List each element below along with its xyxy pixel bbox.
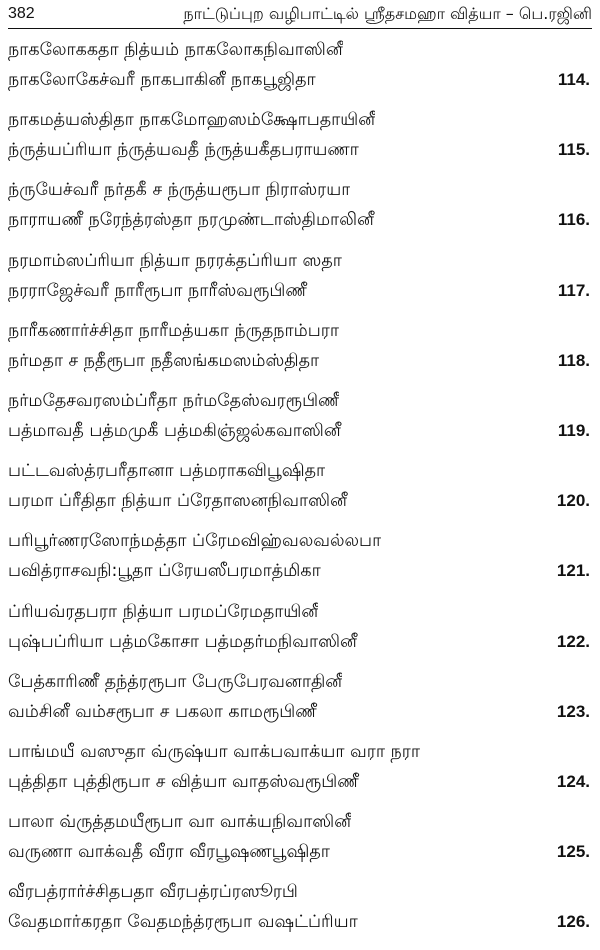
verse-123 (0, 670, 600, 740)
verse-line-1: ப்ரியவ்ரதபரா நித்யா பரமப்ரேமதாயினீ (8, 601, 319, 622)
verse-line-2: நரராஜேச்வரீ நாரீரூபா நாரீஸ்வரூபிணீ (8, 280, 307, 301)
verse-number: 118. (557, 350, 590, 370)
verse-120 (0, 459, 600, 529)
verse-number: 124. (556, 771, 590, 791)
verse-line-1: நாகமத்யஸ்திதா நாகமோஹஸம்க்ஷோபதாயினீ (8, 110, 376, 131)
verse-line-2: நாகலோகேச்வரீ நாகபாகினீ நாகபூஜிதா (8, 70, 316, 90)
verse-line-2: வருணா வாக்வதீ வீரா வீரபூஷணபூஷிதா (8, 842, 330, 863)
verse-line-1: நாரீகணார்ச்சிதா நாரீமத்யகா ந்ருதநாம்பரா (8, 320, 339, 341)
verse-number: 121. (556, 561, 590, 581)
verse-118 (0, 319, 600, 389)
running-title: நாட்டுப்புற வழிபாட்டில் ஸ்ரீதசமஹா வித்யா – பெ.ரஜினி (183, 4, 592, 23)
verse-number: 116. (557, 210, 590, 230)
verse-number: 114. (557, 70, 590, 89)
verse-114 (0, 38, 600, 108)
verse-line-2: ந்ருத்யப்ரியா ந்ருத்யவதீ ந்ருத்யகீதபராயணா (8, 140, 359, 161)
verse-line-1: நாகலோககதா நித்யம் நாகலோகநிவாஸினீ (8, 40, 343, 60)
verse-122 (0, 600, 600, 670)
running-header (8, 2, 592, 29)
verse-number: 123. (556, 701, 590, 721)
verse-line-1: ந்ருயேச்வரீ நர்தகீ ச ந்ருத்யரூபா நிராஸ்ரயா (8, 180, 351, 201)
verse-list (0, 38, 600, 950)
verse-number: 117. (557, 280, 590, 300)
verse-line-1: நரமாம்ஸப்ரியா நித்யா நரரக்தப்ரியா ஸதா (8, 250, 342, 271)
verse-line-2: பவித்ராசவநி:பூதா ப்ரேயஸீபரமாத்மிகா (8, 561, 321, 582)
verse-number: 126. (556, 912, 590, 932)
verse-line-1: பட்டவஸ்த்ரபரீதானா பத்மராகவிபூஷிதா (8, 461, 326, 482)
verse-126 (0, 880, 600, 950)
verse-line-2: நர்மதா ச நதீரூபா நதீஸங்கமஸம்ஸ்திதா (8, 350, 320, 371)
verse-line-1: வீரபத்ரார்ச்சிதபதா வீரபத்ரப்ரஸூரபி (8, 882, 298, 903)
verse-121 (0, 529, 600, 599)
verse-line-2: பத்மாவதீ பத்மமுகீ பத்மகிஞ்ஜல்கவாஸினீ (8, 420, 341, 441)
verse-number: 120. (556, 491, 590, 511)
verse-line-2: வம்சினீ வம்சரூபா ச பகலா காமரூபிணீ (8, 701, 317, 722)
verse-line-2: வேதமார்கரதா வேதமந்த்ரரூபா வஷட்ப்ரியா (8, 912, 358, 933)
verse-line-2: பரமா ப்ரீதிதா நித்யா ப்ரேதாஸனநிவாஸினீ (8, 491, 348, 512)
verse-line-2: நாராயணீ நரேந்த்ரஸ்தா நரமுண்டாஸ்திமாலினீ (8, 210, 374, 231)
verse-115 (0, 108, 600, 178)
verse-line-2: புஷ்பப்ரியா பத்மகோசா பத்மதர்மநிவாஸினீ (8, 631, 358, 652)
verse-line-1: பாங்மயீ வஸுதா வ்ருஷ்யா வாக்பவாக்யா வரா நரா (8, 741, 420, 762)
verse-119 (0, 389, 600, 459)
verse-number: 115. (557, 140, 590, 160)
verse-line-1: பேத்காரிணீ தந்த்ரரூபா பேருபேரவனாதினீ (8, 671, 343, 692)
page-number: 382 (8, 5, 35, 22)
verse-number: 125. (556, 842, 590, 862)
verse-124 (0, 740, 600, 810)
verse-number: 122. (556, 631, 590, 651)
verse-line-1: நர்மதேசவரஸம்ப்ரீதா நர்மதேஸ்வரரூபிணீ (8, 390, 340, 411)
verse-line-1: பரிபூர்ணரஸோந்மத்தா ப்ரேமவிஹ்வலவல்லபா (8, 531, 382, 552)
verse-116 (0, 178, 600, 248)
verse-125 (0, 810, 600, 880)
verse-number: 119. (557, 420, 590, 440)
verse-line-2: புத்திதா புத்திரூபா ச வித்யா வாதஸ்வரூபிணீ (8, 771, 359, 792)
verse-117 (0, 249, 600, 319)
verse-line-1: பாலா வ்ருத்தமயீரூபா வா வாக்யநிவாஸினீ (8, 812, 352, 833)
